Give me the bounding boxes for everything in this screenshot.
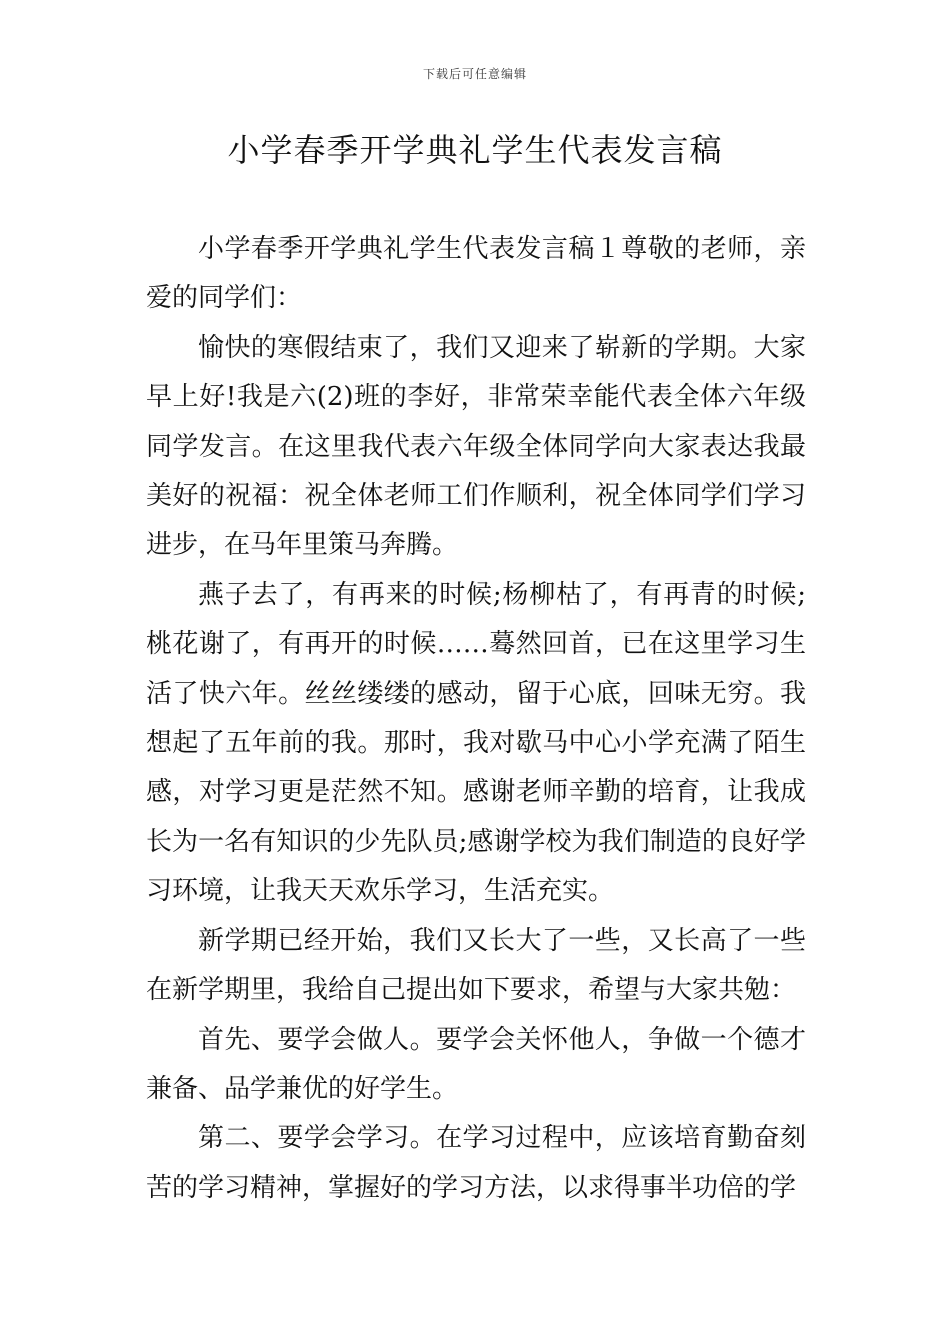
paragraph-opening: 愉快的寒假结束了，我们又迎来了崭新的学期。大家早上好!我是六(2)班的李好，非常荣幸能代表全体六年级同学发言。在这里我代表六年级全体同学向大家表达我最美好的祝福：祝全体老师工们作顺利，祝全体同学们学习进步，在马年里策马奔腾。 bbox=[146, 332, 806, 561]
paragraph-greeting: 小学春季开学典礼学生代表发言稿１尊敬的老师，亲爱的同学们： bbox=[146, 234, 806, 314]
document-title: 小学春季开学典礼学生代表发言稿 bbox=[227, 131, 723, 169]
header-note: 下载后可任意编辑 bbox=[422, 67, 527, 81]
paragraph-first-point: 首先、要学会做人。要学会关怀他人，争做一个德才兼备、品学兼优的好学生。 bbox=[146, 1024, 806, 1104]
document-body bbox=[146, 225, 806, 1213]
paragraph-new-term: 新学期已经开始，我们又长大了一些，又长高了一些在新学期里，我给自己提出如下要求，希望与大家共勉： bbox=[146, 925, 806, 1006]
paragraph-second-point: 第二、要学会学习。在学习过程中，应该培育勤奋刻苦的学习精神，掌握好的学习方法，以求得事半功倍的学 bbox=[146, 1123, 806, 1203]
paragraph-reflection: 燕子去了，有再来的时候;杨柳枯了，有再青的时候;桃花谢了，有再开的时候……蓦然回首，已在这里学习生活了快六年。丝丝缕缕的感动，留于心底，回味无穷。我想起了五年前的我。那时，我对歇马中心小学充满了陌生感，对学习更是茫然不知。感谢老师辛勤的培育，让我成长为一名有知识的少先队员;感谢学校为我们制造的良好学习环境，让我天天欢乐学习，生活充实。 bbox=[146, 579, 806, 907]
